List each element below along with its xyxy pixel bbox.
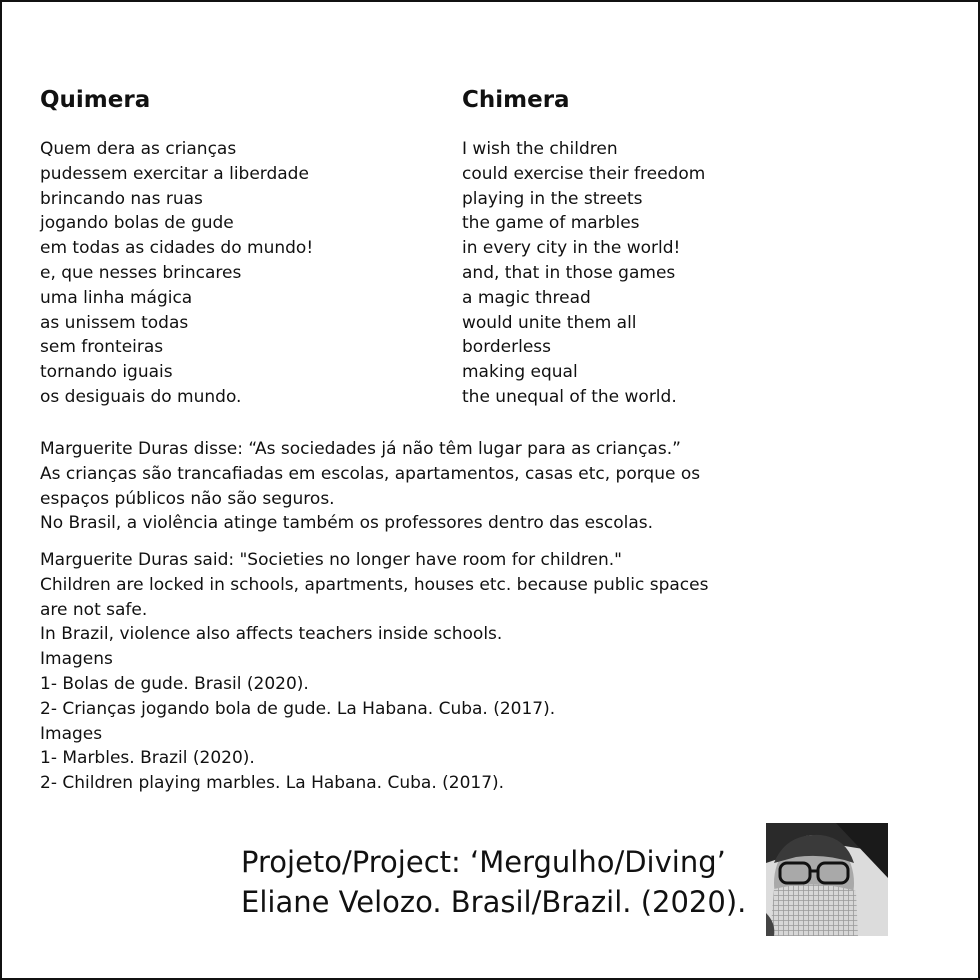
image-caption: 2- Crianças jogando bola de gude. La Habana. Cuba. (2017).	[40, 698, 556, 719]
poem-title-en: Chimera	[462, 87, 570, 113]
poem-line: borderless	[462, 337, 552, 358]
notes-english	[40, 548, 740, 796]
poem-line: e, que nesses brincares	[40, 262, 242, 283]
image-caption: 1- Bolas de gude. Brasil (2020).	[40, 673, 309, 694]
credits	[241, 842, 746, 922]
poem-line: Quem dera as crianças	[40, 139, 237, 159]
poem-line: uma linha mágica	[40, 287, 193, 308]
poem-line: the unequal of the world.	[462, 386, 677, 407]
poem-english	[462, 86, 705, 410]
note-line: In Brazil, violence also affects teachers inside schools.	[40, 624, 503, 645]
poem-line: jogando bolas de gude	[40, 213, 234, 234]
poem-line: a magic thread	[462, 287, 591, 308]
poem-line: playing in the streets	[462, 188, 643, 209]
note-line: Children are locked in schools, apartments, houses etc. because public spaces are not safe.	[40, 574, 709, 620]
poem-line: I wish the children	[462, 139, 618, 159]
project-title: Projeto/Project: ‘Mergulho/Diving’	[241, 845, 726, 879]
poem-line: as unissem todas	[40, 312, 189, 333]
author-line: Eliane Velozo. Brasil/Brazil. (2020).	[241, 885, 747, 919]
notes-portuguese	[40, 437, 740, 536]
poem-line: the game of marbles	[462, 213, 640, 234]
image-caption: 1- Marbles. Brazil (2020).	[40, 748, 255, 769]
images-heading-en: Images	[40, 723, 103, 744]
note-line: As crianças são trancafiadas em escolas, apartamentos, casas etc, porque os espaços públicos não são seguros.	[40, 463, 701, 509]
poem-line: and, that in those games	[462, 262, 676, 283]
poem-line: os desiguais do mundo.	[40, 386, 242, 407]
images-heading-pt: Imagens	[40, 649, 113, 670]
poem-line: could exercise their freedom	[462, 163, 706, 184]
poem-line: sem fronteiras	[40, 337, 164, 358]
poem-line: pudessem exercitar a liberdade	[40, 163, 309, 184]
poem-line: em todas as cidades do mundo!	[40, 238, 314, 259]
note-line: Marguerite Duras said: "Societies no longer have room for children."	[40, 550, 622, 570]
image-caption: 2- Children playing marbles. La Habana. Cuba. (2017).	[40, 773, 505, 794]
note-line: Marguerite Duras disse: “As sociedades já não têm lugar para as crianças.”	[40, 439, 681, 459]
poem-line: in every city in the world!	[462, 238, 681, 259]
poem-line: making equal	[462, 362, 578, 383]
poem-title-pt: Quimera	[40, 87, 151, 113]
note-line: No Brasil, a violência atinge também os professores dentro das escolas.	[40, 513, 654, 534]
author-photo	[766, 823, 888, 936]
poem-line: brincando nas ruas	[40, 188, 203, 209]
poem-line: tornando iguais	[40, 362, 173, 383]
poem-portuguese	[40, 86, 313, 410]
poem-line: would unite them all	[462, 312, 637, 333]
